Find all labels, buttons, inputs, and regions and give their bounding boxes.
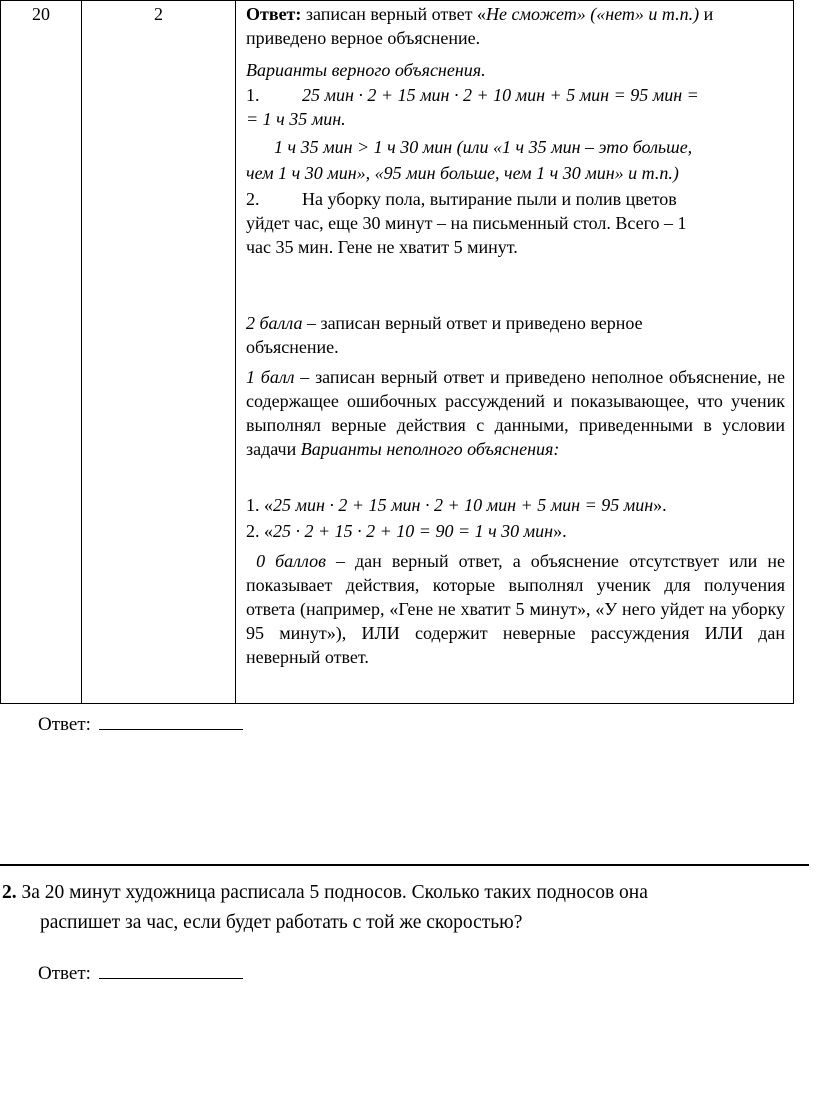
answer-line2: приведено верное объяснение. [246,28,481,48]
task-2-line1: За 20 минут художница расписала 5 подносов. Сколько таких подносов она [16,882,648,903]
section-divider [0,864,809,866]
variant-1-compare-line2: чем 1 ч 30 мин», «95 мин больше, чем 1 ч 30 мин» и т.п.) [246,163,679,183]
partial-1-number: 1. « [246,495,273,515]
partial-variant-1 [246,493,785,517]
task-number-cell [1,1,82,704]
score-0-label: 0 баллов [256,551,326,571]
answer-2-label: Ответ: [38,963,91,984]
answer-pre: записан верный ответ « [301,4,486,24]
max-score-cell [82,1,236,704]
score-1-criteria [246,365,785,461]
score-2-text: – записан верный ответ и приведено верное [302,313,643,333]
partial-2-calc: 25 · 2 + 15 · 2 + 10 = 90 = 1 ч 30 мин [273,521,554,541]
score-2-text-cont: объяснение. [246,337,339,357]
partial-variant-2 [246,519,785,543]
answer-2 [38,962,243,986]
max-score: 2 [154,4,163,24]
answer-value: Не сможет» («нет» и т.п.) [485,4,700,24]
task-2-number: 2. [2,882,17,903]
partial-2-number: 2. « [246,521,273,541]
score-1-text: – записан верный ответ и приведено неполное объяснение, не содержащее ошибочных рассуждений и показывающее, что ученик выполнял верные действия с данными, приведенными в условии задачи [246,367,786,459]
criteria-cell [236,1,794,704]
variant-1-compare-line1: 1 ч 35 мин > 1 ч 30 мин (или «1 ч 35 мин – это больше, [274,137,693,157]
variant-1-calc: 25 мин · 2 + 15 мин · 2 + 10 мин + 5 мин = 95 мин = [302,85,699,105]
variant-1-compare-2 [246,161,785,185]
score-0-criteria [246,549,785,669]
variant-1 [246,83,785,131]
task-2 [2,878,814,938]
answer-post: и [699,4,714,24]
variant-1-number: 1. [246,85,260,105]
variant-1-calc-cont: = 1 ч 35 мин. [246,109,346,129]
partial-1-calc: 25 мин · 2 + 15 мин · 2 + 10 мин + 5 мин = 95 мин [273,495,654,515]
answer-label: Ответ: [246,4,302,24]
variant-2 [246,187,785,259]
score-2-criteria [246,311,785,359]
variant-1-compare [274,135,785,159]
score-1-variants-heading: Варианты неполного объяснения: [300,439,560,459]
partial-2-end: ». [553,521,567,541]
answer-1-blank[interactable] [99,715,243,730]
partial-1-end: ». [653,495,667,515]
variant-2-number: 2. [246,189,260,209]
score-2-label: 2 балла [246,313,303,333]
task-number: 20 [32,4,50,24]
answer-criteria [246,2,785,50]
variants-heading: Варианты верного объяснения. [246,60,486,80]
variant-2-line1: На уборку пола, вытирание пыли и полив цветов [302,189,677,209]
answer-1-label: Ответ: [38,714,91,735]
score-0-text: – дан верный ответ, а объяснение отсутствует или не показывает действия, которые выполнял ученик для получения ответа (например, «Гене не хватит 5 минут», «У него уйдет на уборку 95 минут»), ИЛИ содержит неверные рассуждения ИЛИ дан неверный ответ. [246,551,785,667]
answer-2-blank[interactable] [99,964,243,979]
variant-2-line2: уйдет час, еще 30 минут – на письменный стол. Всего – 1 [246,213,687,233]
answer-1 [38,713,243,737]
variant-2-line3: час 35 мин. Гене не хватит 5 минут. [246,237,518,257]
table-row [1,1,794,704]
task-2-line2: распишет за час, если будет работать с той же скоростью? [40,912,523,933]
score-1-label: 1 балл [246,367,295,387]
